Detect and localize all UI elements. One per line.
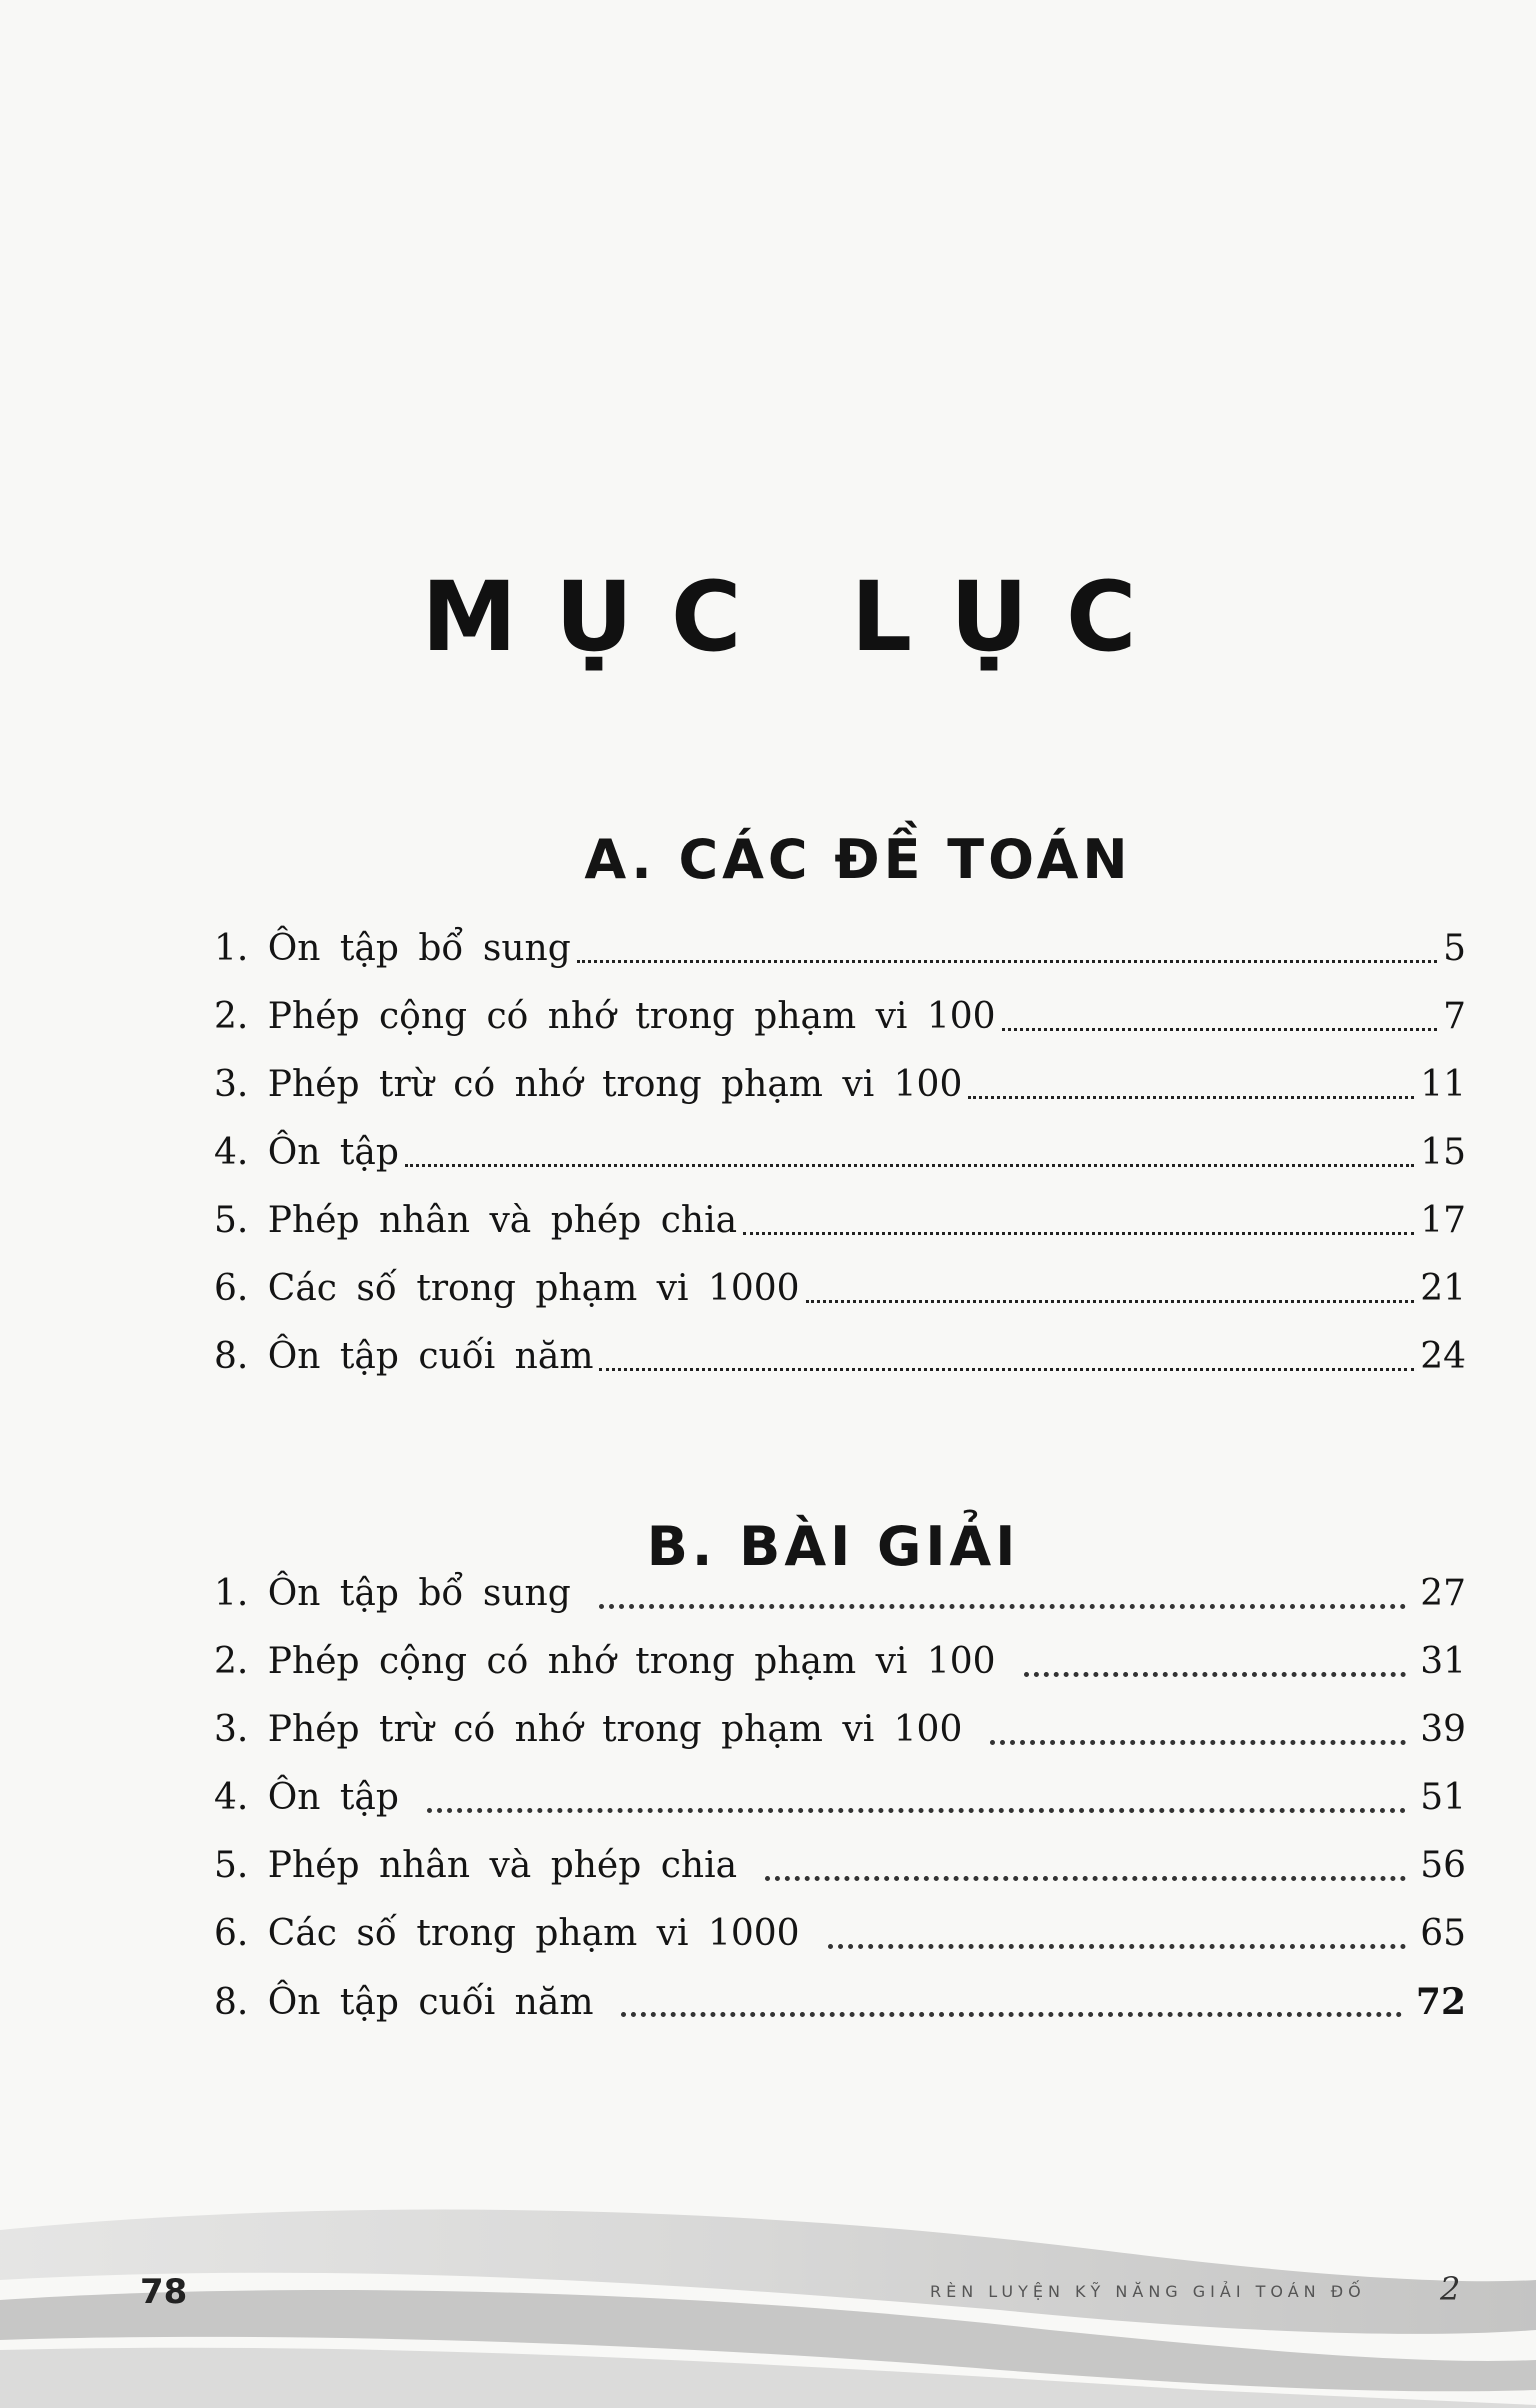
toc-entry-label: 3. Phép trừ có nhớ trong phạm vi 100 <box>214 1709 963 1750</box>
page-number: 78 <box>140 2272 188 2312</box>
toc-entry <box>214 1323 1466 1391</box>
toc-entry-label: 8. Ôn tập cuối năm <box>214 1982 594 2023</box>
toc-entry <box>214 1187 1466 1255</box>
toc-entry-page: 15 <box>1420 1132 1466 1173</box>
toc-entry <box>214 983 1466 1051</box>
toc-entry <box>214 915 1466 983</box>
dot-leader <box>806 1300 1415 1303</box>
dot-leader <box>1002 1028 1438 1031</box>
dot-leader <box>577 960 1437 963</box>
toc-entry-page: 27 <box>1420 1573 1466 1614</box>
toc-entry-page: 39 <box>1420 1709 1466 1750</box>
toc-list-section-a <box>214 915 1466 1391</box>
section-b-heading: B. BÀI GIẢI <box>646 1514 1020 1578</box>
toc-entry-page: 5 <box>1443 928 1466 969</box>
toc-entry-page: 17 <box>1420 1200 1466 1241</box>
dot-leader <box>990 1740 1406 1745</box>
dot-leader <box>621 2012 1401 2017</box>
dot-leader <box>599 1368 1414 1371</box>
toc-entry-page: 24 <box>1420 1336 1466 1377</box>
toc-entry-label: 6. Các số trong phạm vi 1000 <box>214 1268 800 1309</box>
toc-entry-page: 7 <box>1443 996 1466 1037</box>
toc-entry <box>214 1560 1466 1628</box>
page-title: MỤC LỤC <box>421 561 1175 674</box>
toc-entry-label: 5. Phép nhân và phép chia <box>214 1200 738 1241</box>
toc-entry-label: 4. Ôn tập <box>214 1777 399 1818</box>
toc-entry-label: 2. Phép cộng có nhớ trong phạm vi 100 <box>214 1641 996 1682</box>
dot-leader <box>427 1808 1406 1813</box>
toc-entry-label: 2. Phép cộng có nhớ trong phạm vi 100 <box>214 996 996 1037</box>
toc-entry <box>214 1832 1466 1900</box>
toc-entry-label: 1. Ôn tập bổ sung <box>214 928 571 969</box>
dot-leader <box>743 1232 1414 1235</box>
toc-entry-page: 51 <box>1420 1777 1466 1818</box>
toc-entry-label: 6. Các số trong phạm vi 1000 <box>214 1913 800 1954</box>
dot-leader <box>405 1164 1414 1167</box>
toc-list-section-b <box>214 1560 1466 2036</box>
toc-entry <box>214 1764 1466 1832</box>
toc-entry-page: 56 <box>1420 1845 1466 1886</box>
toc-entry-page: 65 <box>1420 1913 1466 1954</box>
dot-leader <box>765 1876 1406 1881</box>
toc-entry-label: 8. Ôn tập cuối năm <box>214 1336 594 1377</box>
toc-entry <box>214 1051 1466 1119</box>
toc-entry-label: 1. Ôn tập bổ sung <box>214 1573 571 1614</box>
toc-entry <box>214 1628 1466 1696</box>
toc-entry-page: 11 <box>1420 1064 1466 1105</box>
toc-entry <box>214 1900 1466 1968</box>
section-a-heading: A. CÁC ĐỀ TOÁN <box>584 827 1132 891</box>
toc-entry <box>214 1696 1466 1764</box>
toc-entry-page: 31 <box>1420 1641 1466 1682</box>
toc-entry-page: 21 <box>1420 1268 1466 1309</box>
dot-leader <box>828 1944 1407 1949</box>
dot-leader <box>1024 1672 1407 1677</box>
toc-entry <box>214 1968 1466 2036</box>
toc-entry-label: 3. Phép trừ có nhớ trong phạm vi 100 <box>214 1064 963 1105</box>
toc-entry-label: 5. Phép nhân và phép chia <box>214 1845 738 1886</box>
toc-entry-page: 72 <box>1415 1981 1466 2023</box>
toc-entry-label: 4. Ôn tập <box>214 1132 399 1173</box>
toc-entry <box>214 1255 1466 1323</box>
toc-entry <box>214 1119 1466 1187</box>
grade-number: 2 <box>1440 2270 1461 2308</box>
dot-leader <box>599 1604 1406 1609</box>
dot-leader <box>968 1096 1414 1099</box>
running-footer-title: RÈN LUYỆN KỸ NĂNG GIẢI TOÁN ĐỐ <box>930 2282 1366 2301</box>
